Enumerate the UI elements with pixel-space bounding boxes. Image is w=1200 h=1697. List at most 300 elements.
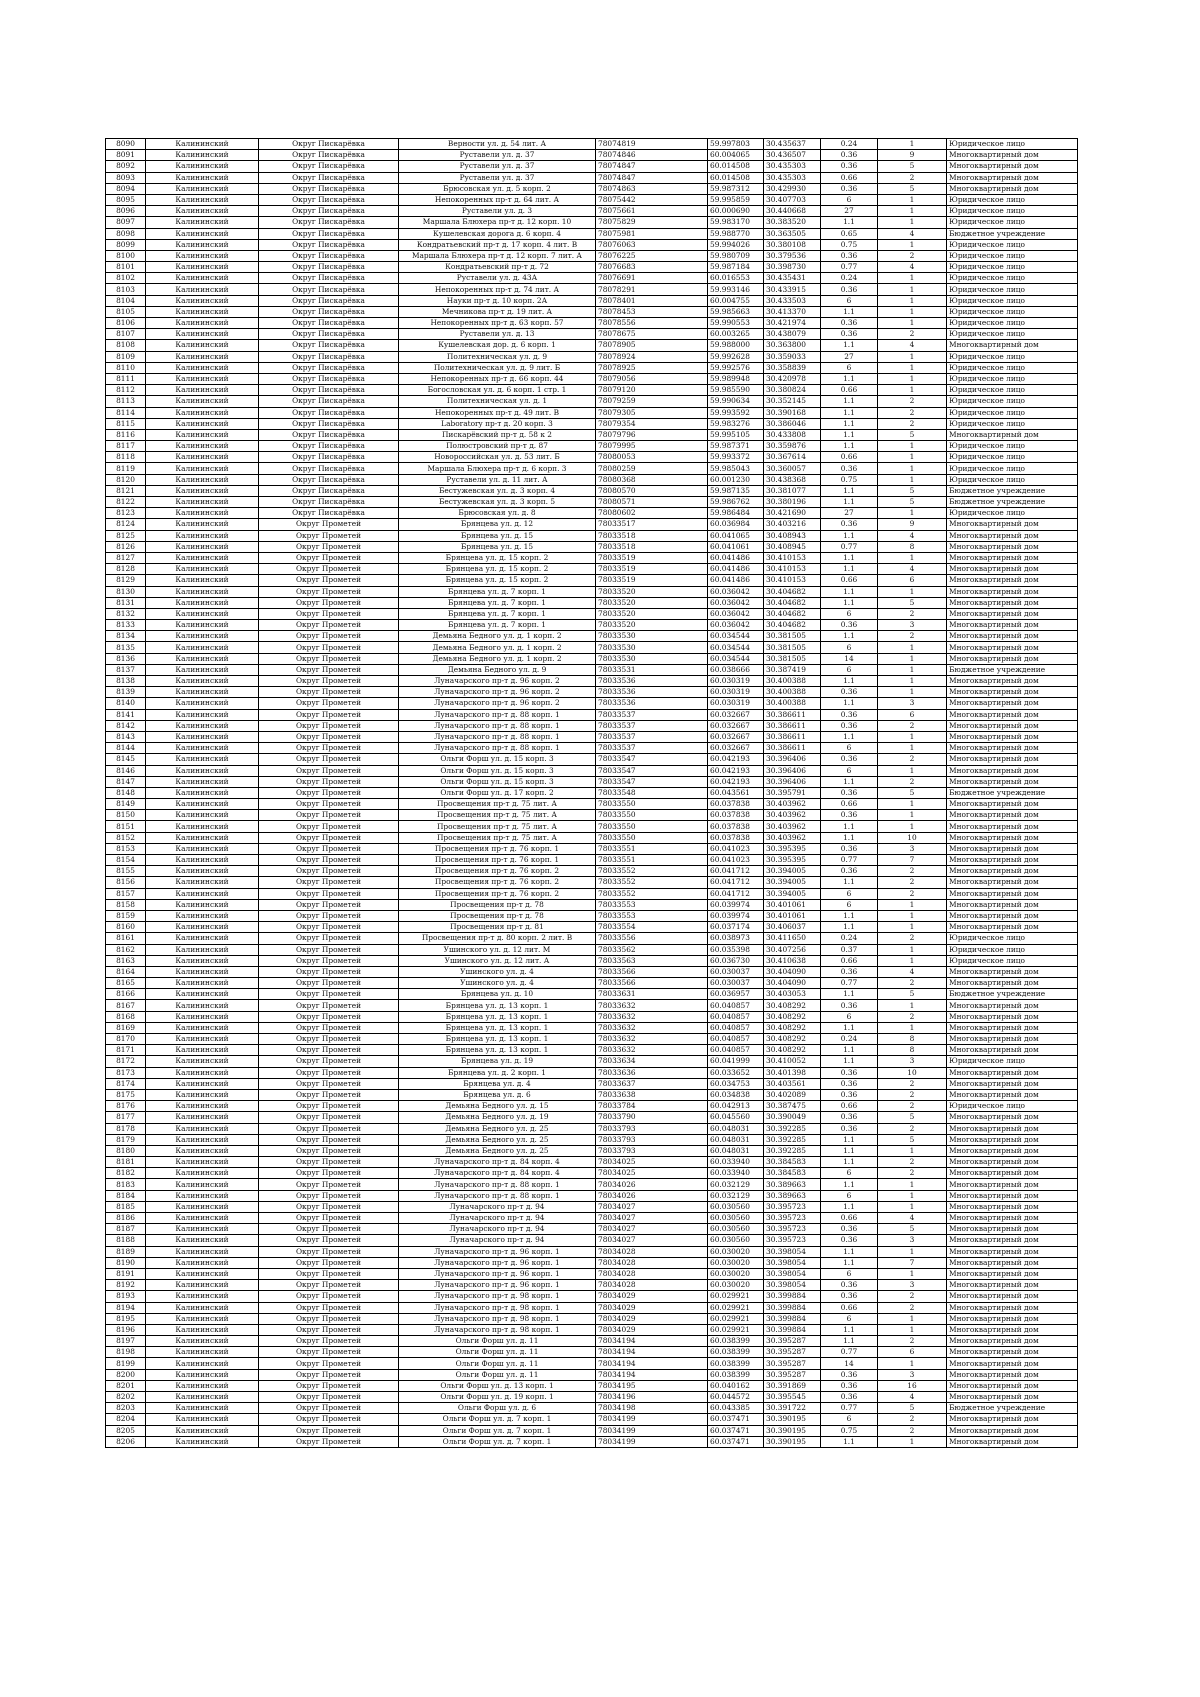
longitude-cell: 30.395723: [764, 1235, 821, 1246]
latitude-cell: 59.994026: [708, 239, 764, 250]
count-cell: 1: [878, 194, 947, 205]
count-cell: 5: [878, 485, 947, 496]
municipal-district-cell: Округ Прометей: [259, 832, 399, 843]
district-cell: Калининский: [146, 441, 259, 452]
longitude-cell: 30.404682: [764, 620, 821, 631]
count-cell: 6: [878, 709, 947, 720]
latitude-cell: 60.039974: [708, 899, 764, 910]
volume-cell: 0.24: [821, 273, 878, 284]
volume-cell: 1.1: [821, 698, 878, 709]
municipal-district-cell: Округ Прометей: [259, 843, 399, 854]
table-row: [106, 978, 1078, 989]
address-cell: Демьяна Бедного ул. д. 9: [399, 664, 596, 675]
municipal-district-cell: Округ Прометей: [259, 1347, 399, 1358]
count-cell: 2: [878, 1089, 947, 1100]
address-cell: Ольги Форш ул. д. 13 корп. 1: [399, 1380, 596, 1391]
code-cell: 78034027: [596, 1235, 708, 1246]
longitude-cell: 30.435431: [764, 273, 821, 284]
volume-cell: 0.36: [821, 1067, 878, 1078]
row-number: 8157: [106, 888, 146, 899]
count-cell: 1: [878, 922, 947, 933]
row-number: 8117: [106, 441, 146, 452]
latitude-cell: 60.038399: [708, 1369, 764, 1380]
count-cell: 2: [878, 329, 947, 340]
count-cell: 1: [878, 687, 947, 698]
type-cell: Многоквартирный дом: [947, 1134, 1078, 1145]
longitude-cell: 30.395287: [764, 1369, 821, 1380]
municipal-district-cell: Округ Прометей: [259, 575, 399, 586]
row-number: 8155: [106, 866, 146, 877]
longitude-cell: 30.360057: [764, 463, 821, 474]
longitude-cell: 30.395545: [764, 1392, 821, 1403]
municipal-district-cell: Округ Прометей: [259, 989, 399, 1000]
volume-cell: 1.1: [821, 1157, 878, 1168]
count-cell: 1: [878, 664, 947, 675]
district-cell: Калининский: [146, 429, 259, 440]
district-cell: Калининский: [146, 396, 259, 407]
address-cell: Просвещения пр-т д. 75 лит. А: [399, 832, 596, 843]
district-cell: Калининский: [146, 239, 259, 250]
latitude-cell: 60.041712: [708, 866, 764, 877]
district-cell: Калининский: [146, 944, 259, 955]
row-number: 8150: [106, 810, 146, 821]
volume-cell: 0.36: [821, 1280, 878, 1291]
address-cell: Луначарского пр-т д. 96 корп. 2: [399, 676, 596, 687]
longitude-cell: 30.380108: [764, 239, 821, 250]
count-cell: 1: [878, 552, 947, 563]
address-cell: Брянцева ул. д. 4: [399, 1078, 596, 1089]
count-cell: 5: [878, 497, 947, 508]
volume-cell: 0.36: [821, 1235, 878, 1246]
count-cell: 4: [878, 340, 947, 351]
table-row: [106, 799, 1078, 810]
address-cell: Просвещения пр-т д. 80 корп. 2 лит. В: [399, 933, 596, 944]
address-cell: Брюсовская ул. д. 8: [399, 508, 596, 519]
district-cell: Калининский: [146, 1022, 259, 1033]
latitude-cell: 60.041486: [708, 575, 764, 586]
row-number: 8130: [106, 586, 146, 597]
count-cell: 1: [878, 306, 947, 317]
table-row: [106, 787, 1078, 798]
municipal-district-cell: Округ Пискарёвка: [259, 385, 399, 396]
address-cell: Науки пр-т д. 10 корп. 2А: [399, 295, 596, 306]
district-cell: Калининский: [146, 1056, 259, 1067]
latitude-cell: 60.042913: [708, 1101, 764, 1112]
longitude-cell: 30.363800: [764, 340, 821, 351]
count-cell: 1: [878, 676, 947, 687]
code-cell: 78033784: [596, 1101, 708, 1112]
count-cell: 2: [878, 396, 947, 407]
longitude-cell: 30.379536: [764, 250, 821, 261]
code-cell: 78033552: [596, 888, 708, 899]
district-cell: Калининский: [146, 1246, 259, 1257]
code-cell: 78033632: [596, 1011, 708, 1022]
district-cell: Калининский: [146, 497, 259, 508]
latitude-cell: 59.987135: [708, 485, 764, 496]
municipal-district-cell: Округ Прометей: [259, 810, 399, 821]
row-number: 8162: [106, 944, 146, 955]
longitude-cell: 30.403053: [764, 989, 821, 1000]
row-number: 8174: [106, 1078, 146, 1089]
district-cell: Калининский: [146, 843, 259, 854]
count-cell: 1: [878, 206, 947, 217]
municipal-district-cell: Округ Пискарёвка: [259, 217, 399, 228]
longitude-cell: 30.380824: [764, 385, 821, 396]
latitude-cell: 59.988000: [708, 340, 764, 351]
row-number: 8114: [106, 407, 146, 418]
district-cell: Калининский: [146, 1358, 259, 1369]
latitude-cell: 60.036042: [708, 608, 764, 619]
code-cell: 78033520: [596, 620, 708, 631]
latitude-cell: 59.985663: [708, 306, 764, 317]
table-row: [106, 541, 1078, 552]
address-cell: Laboratory пр-т д. 20 корп. 3: [399, 418, 596, 429]
row-number: 8112: [106, 385, 146, 396]
volume-cell: 1.1: [821, 821, 878, 832]
municipal-district-cell: Округ Прометей: [259, 1089, 399, 1100]
row-number: 8206: [106, 1436, 146, 1447]
district-cell: Калининский: [146, 194, 259, 205]
district-cell: Калининский: [146, 1190, 259, 1201]
volume-cell: 1.1: [821, 586, 878, 597]
municipal-district-cell: Округ Прометей: [259, 1414, 399, 1425]
table-row: [106, 653, 1078, 664]
district-cell: Калининский: [146, 1067, 259, 1078]
table-row: [106, 1022, 1078, 1033]
volume-cell: 0.36: [821, 709, 878, 720]
table-row: [106, 1380, 1078, 1391]
volume-cell: 0.37: [821, 944, 878, 955]
volume-cell: 6: [821, 664, 878, 675]
municipal-district-cell: Округ Прометей: [259, 1268, 399, 1279]
longitude-cell: 30.390049: [764, 1112, 821, 1123]
municipal-district-cell: Округ Прометей: [259, 1425, 399, 1436]
type-cell: Многоквартирный дом: [947, 1022, 1078, 1033]
code-cell: 78033634: [596, 1056, 708, 1067]
type-cell: Многоквартирный дом: [947, 810, 1078, 821]
district-cell: Калининский: [146, 1078, 259, 1089]
district-cell: Калининский: [146, 295, 259, 306]
municipal-district-cell: Округ Пискарёвка: [259, 318, 399, 329]
table-row: [106, 1235, 1078, 1246]
latitude-cell: 60.041486: [708, 552, 764, 563]
district-cell: Калининский: [146, 1112, 259, 1123]
volume-cell: 0.65: [821, 228, 878, 239]
municipal-district-cell: Округ Прометей: [259, 1302, 399, 1313]
longitude-cell: 30.394005: [764, 888, 821, 899]
row-number: 8119: [106, 463, 146, 474]
district-cell: Калининский: [146, 485, 259, 496]
table-row: [106, 832, 1078, 843]
district-cell: Калининский: [146, 631, 259, 642]
district-cell: Калининский: [146, 966, 259, 977]
count-cell: 9: [878, 150, 947, 161]
latitude-cell: 59.990553: [708, 318, 764, 329]
count-cell: 5: [878, 1224, 947, 1235]
count-cell: 10: [878, 1067, 947, 1078]
row-number: 8153: [106, 843, 146, 854]
latitude-cell: 60.041999: [708, 1056, 764, 1067]
municipal-district-cell: Округ Пискарёвка: [259, 194, 399, 205]
type-cell: Многоквартирный дом: [947, 1436, 1078, 1447]
district-cell: Калининский: [146, 888, 259, 899]
row-number: 8109: [106, 351, 146, 362]
volume-cell: 0.36: [821, 843, 878, 854]
address-cell: Ушинского ул. д. 12 лит. А: [399, 955, 596, 966]
code-cell: 78033530: [596, 631, 708, 642]
municipal-district-cell: Округ Прометей: [259, 1380, 399, 1391]
district-cell: Калининский: [146, 306, 259, 317]
code-cell: 78034195: [596, 1380, 708, 1391]
volume-cell: 0.36: [821, 1291, 878, 1302]
table-row: [106, 922, 1078, 933]
latitude-cell: 60.032129: [708, 1179, 764, 1190]
table-row: [106, 552, 1078, 563]
latitude-cell: 60.032667: [708, 743, 764, 754]
row-number: 8176: [106, 1101, 146, 1112]
municipal-district-cell: Округ Прометей: [259, 597, 399, 608]
volume-cell: 1.1: [821, 731, 878, 742]
longitude-cell: 30.408292: [764, 1045, 821, 1056]
address-cell: Бестужевская ул. д. 3 корп. 5: [399, 497, 596, 508]
volume-cell: 0.75: [821, 239, 878, 250]
longitude-cell: 30.395723: [764, 1201, 821, 1212]
volume-cell: 14: [821, 1358, 878, 1369]
type-cell: Многоквартирный дом: [947, 1045, 1078, 1056]
latitude-cell: 60.034838: [708, 1089, 764, 1100]
code-cell: 78033531: [596, 664, 708, 675]
table-row: [106, 1078, 1078, 1089]
volume-cell: 0.77: [821, 1347, 878, 1358]
address-cell: Непокоренных пр-т д. 66 корп. 44: [399, 373, 596, 384]
volume-cell: 0.36: [821, 1112, 878, 1123]
count-cell: 6: [878, 1347, 947, 1358]
latitude-cell: 60.038666: [708, 664, 764, 675]
table-row: [106, 944, 1078, 955]
district-cell: Калининский: [146, 530, 259, 541]
row-number: 8105: [106, 306, 146, 317]
row-number: 8136: [106, 653, 146, 664]
longitude-cell: 30.408292: [764, 1022, 821, 1033]
count-cell: 5: [878, 597, 947, 608]
district-cell: Калининский: [146, 642, 259, 653]
table-row: [106, 1213, 1078, 1224]
count-cell: 7: [878, 855, 947, 866]
municipal-district-cell: Округ Пискарёвка: [259, 418, 399, 429]
count-cell: 1: [878, 351, 947, 362]
type-cell: Многоквартирный дом: [947, 687, 1078, 698]
type-cell: Юридическое лицо: [947, 1101, 1078, 1112]
type-cell: Многоквартирный дом: [947, 1235, 1078, 1246]
longitude-cell: 30.401398: [764, 1067, 821, 1078]
district-cell: Калининский: [146, 776, 259, 787]
code-cell: 78033519: [596, 564, 708, 575]
address-cell: Брянцева ул. д. 13 корп. 1: [399, 1034, 596, 1045]
volume-cell: 0.36: [821, 463, 878, 474]
type-cell: Многоквартирный дом: [947, 1157, 1078, 1168]
type-cell: Многоквартирный дом: [947, 161, 1078, 172]
volume-cell: 0.36: [821, 620, 878, 631]
code-cell: 78075829: [596, 217, 708, 228]
district-cell: Калининский: [146, 687, 259, 698]
type-cell: Юридическое лицо: [947, 318, 1078, 329]
code-cell: 78080571: [596, 497, 708, 508]
code-cell: 78033537: [596, 720, 708, 731]
district-cell: Калининский: [146, 1392, 259, 1403]
district-cell: Калининский: [146, 1235, 259, 1246]
district-cell: Калининский: [146, 1145, 259, 1156]
longitude-cell: 30.408292: [764, 1011, 821, 1022]
type-cell: Многоквартирный дом: [947, 575, 1078, 586]
code-cell: 78075442: [596, 194, 708, 205]
longitude-cell: 30.381505: [764, 631, 821, 642]
code-cell: 78033536: [596, 676, 708, 687]
address-cell: Ольги Форш ул. д. 7 корп. 1: [399, 1414, 596, 1425]
latitude-cell: 59.983276: [708, 418, 764, 429]
volume-cell: 0.36: [821, 1123, 878, 1134]
count-cell: 1: [878, 1436, 947, 1447]
table-row: [106, 1134, 1078, 1145]
count-cell: 2: [878, 776, 947, 787]
row-number: 8107: [106, 329, 146, 340]
longitude-cell: 30.429930: [764, 183, 821, 194]
latitude-cell: 60.040857: [708, 1000, 764, 1011]
table-row: [106, 250, 1078, 261]
district-cell: Калининский: [146, 1414, 259, 1425]
code-cell: 78034026: [596, 1190, 708, 1201]
table-row: [106, 1011, 1078, 1022]
volume-cell: 6: [821, 362, 878, 373]
municipal-district-cell: Округ Пискарёвка: [259, 206, 399, 217]
latitude-cell: 60.034544: [708, 631, 764, 642]
volume-cell: 0.66: [821, 1101, 878, 1112]
code-cell: 78033537: [596, 743, 708, 754]
district-cell: Калининский: [146, 161, 259, 172]
volume-cell: 0.36: [821, 1224, 878, 1235]
latitude-cell: 60.014508: [708, 161, 764, 172]
municipal-district-cell: Округ Прометей: [259, 944, 399, 955]
address-cell: Ольги Форш ул. д. 7 корп. 1: [399, 1436, 596, 1447]
table-row: [106, 698, 1078, 709]
count-cell: 2: [878, 1425, 947, 1436]
municipal-district-cell: Округ Пискарёвка: [259, 228, 399, 239]
type-cell: Многоквартирный дом: [947, 564, 1078, 575]
row-number: 8156: [106, 877, 146, 888]
table-row: [106, 1324, 1078, 1335]
address-cell: Брянцева ул. д. 6: [399, 1089, 596, 1100]
longitude-cell: 30.438368: [764, 474, 821, 485]
table-row: [106, 497, 1078, 508]
count-cell: 2: [878, 1157, 947, 1168]
longitude-cell: 30.404682: [764, 597, 821, 608]
municipal-district-cell: Округ Прометей: [259, 698, 399, 709]
latitude-cell: 59.985590: [708, 385, 764, 396]
latitude-cell: 60.042193: [708, 765, 764, 776]
table-row: [106, 1436, 1078, 1447]
code-cell: 78079259: [596, 396, 708, 407]
table-row: [106, 754, 1078, 765]
latitude-cell: 60.033940: [708, 1157, 764, 1168]
table-row: [106, 1123, 1078, 1134]
table-row: [106, 843, 1078, 854]
code-cell: 78079995: [596, 441, 708, 452]
code-cell: 78033552: [596, 866, 708, 877]
latitude-cell: 60.041065: [708, 530, 764, 541]
volume-cell: 1.1: [821, 1257, 878, 1268]
volume-cell: 6: [821, 765, 878, 776]
table-row: [106, 631, 1078, 642]
table-row: [106, 855, 1078, 866]
municipal-district-cell: Округ Прометей: [259, 1235, 399, 1246]
row-number: 8103: [106, 284, 146, 295]
address-cell: Демьяна Бедного ул. д. 25: [399, 1145, 596, 1156]
row-number: 8197: [106, 1336, 146, 1347]
count-cell: 9: [878, 519, 947, 530]
latitude-cell: 59.986484: [708, 508, 764, 519]
address-cell: Луначарского пр-т д. 98 корп. 1: [399, 1324, 596, 1335]
volume-cell: 1.1: [821, 676, 878, 687]
type-cell: Многоквартирный дом: [947, 552, 1078, 563]
municipal-district-cell: Округ Пискарёвка: [259, 396, 399, 407]
longitude-cell: 30.413370: [764, 306, 821, 317]
district-cell: Калининский: [146, 731, 259, 742]
row-number: 8154: [106, 855, 146, 866]
volume-cell: 0.36: [821, 250, 878, 261]
volume-cell: 27: [821, 206, 878, 217]
latitude-cell: 60.033652: [708, 1067, 764, 1078]
latitude-cell: 60.040857: [708, 1022, 764, 1033]
municipal-district-cell: Округ Прометей: [259, 1213, 399, 1224]
municipal-district-cell: Округ Пискарёвка: [259, 250, 399, 261]
row-number: 8167: [106, 1000, 146, 1011]
count-cell: 6: [878, 575, 947, 586]
municipal-district-cell: Округ Пискарёвка: [259, 429, 399, 440]
type-cell: Многоквартирный дом: [947, 1414, 1078, 1425]
district-cell: Калининский: [146, 250, 259, 261]
table-row: [106, 810, 1078, 821]
table-row: [106, 329, 1078, 340]
latitude-cell: 60.030319: [708, 687, 764, 698]
table-row: [106, 709, 1078, 720]
code-cell: 78033520: [596, 597, 708, 608]
district-cell: Калининский: [146, 597, 259, 608]
count-cell: 1: [878, 1268, 947, 1279]
count-cell: 1: [878, 1358, 947, 1369]
table-row: [106, 1358, 1078, 1369]
row-number: 8183: [106, 1179, 146, 1190]
latitude-cell: 60.016553: [708, 273, 764, 284]
code-cell: 78074847: [596, 172, 708, 183]
code-cell: 78033536: [596, 698, 708, 709]
type-cell: Многоквартирный дом: [947, 1347, 1078, 1358]
address-cell: Демьяна Бедного ул. д. 19: [399, 1112, 596, 1123]
address-cell: Луначарского пр-т д. 94: [399, 1224, 596, 1235]
count-cell: 1: [878, 284, 947, 295]
volume-cell: 0.36: [821, 1392, 878, 1403]
row-number: 8202: [106, 1392, 146, 1403]
address-cell: Маршала Блюхера пр-т д. 6 корп. 3: [399, 463, 596, 474]
volume-cell: 1.1: [821, 877, 878, 888]
data-table-sheet: [105, 138, 1077, 1448]
address-cell: Демьяна Бедного ул. д. 25: [399, 1134, 596, 1145]
row-number: 8180: [106, 1145, 146, 1156]
row-number: 8205: [106, 1425, 146, 1436]
address-cell: Кушелевская дорога д. 6 корп. 4: [399, 228, 596, 239]
address-cell: Демьяна Бедного ул. д. 15: [399, 1101, 596, 1112]
latitude-cell: 59.986762: [708, 497, 764, 508]
code-cell: 78034199: [596, 1425, 708, 1436]
table-row: [106, 418, 1078, 429]
